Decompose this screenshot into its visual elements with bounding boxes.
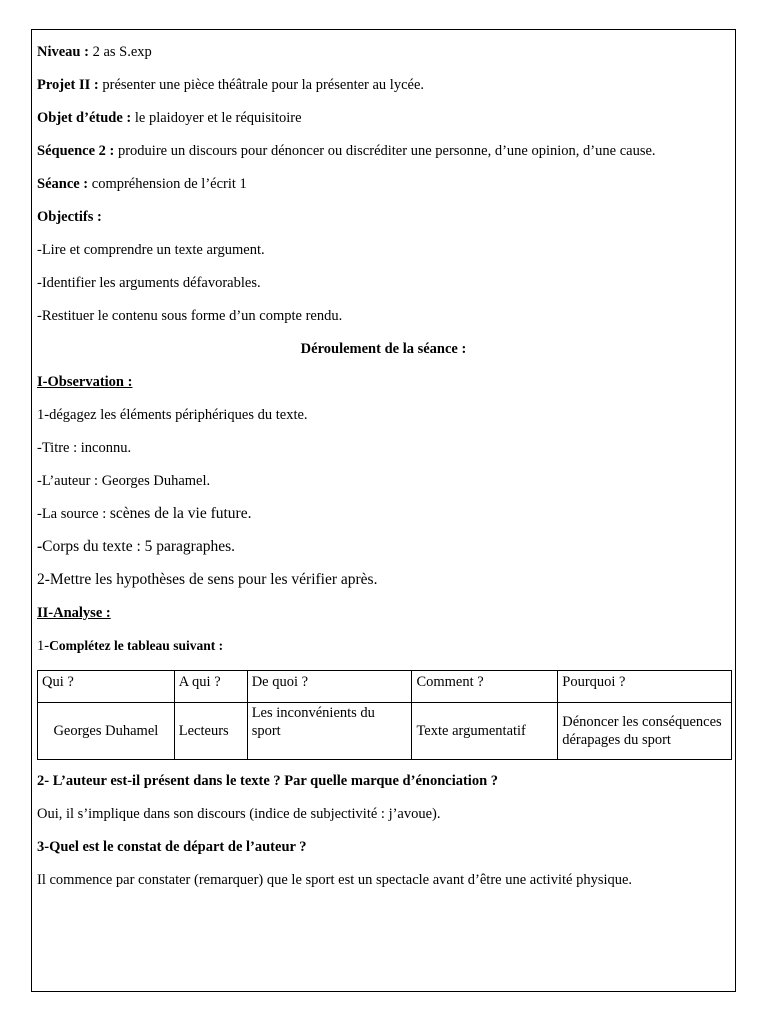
- sequence-value: produire un discours pour dénoncer ou discréditer une personne, d’une opinion, d’une cause.: [114, 143, 656, 159]
- analyse-question-1: [37, 637, 730, 655]
- objectif-item-1: -Lire et comprendre un texte argument.: [37, 242, 265, 258]
- table-header-cell: A qui ?: [174, 671, 247, 703]
- page-frame: [31, 29, 736, 992]
- table-cell: Dénoncer les conséquences dérapages du sport: [558, 703, 732, 760]
- seance-label: Séance :: [37, 176, 89, 192]
- analyse-question-2: 2- L’auteur est-il présent dans le texte ? Par quelle marque d’énonciation ?: [37, 773, 499, 789]
- document-content: [37, 43, 730, 904]
- niveau-line: [37, 43, 730, 61]
- source-label: -La source :: [37, 506, 110, 522]
- objet-line: [37, 109, 730, 127]
- objectifs-title: Objectifs :: [37, 209, 102, 225]
- sequence-line: [37, 142, 730, 160]
- table-cell: Texte argumentatif: [412, 703, 558, 760]
- table-header-cell: Pourquoi ?: [558, 671, 732, 703]
- table-cell: Georges Duhamel: [38, 703, 175, 760]
- niveau-label: Niveau :: [37, 44, 89, 60]
- analyse-answer-3: Il commence par constater (remarquer) que le sport est un spectacle avant d’être une activité physique.: [37, 872, 633, 888]
- analysis-table: [37, 670, 732, 760]
- corps-text: Corps du texte : 5 paragraphes.: [42, 538, 236, 555]
- table-cell: Les inconvénients du sport: [247, 703, 412, 760]
- objet-value: le plaidoyer et le réquisitoire: [131, 110, 302, 126]
- table-header-cell: De quoi ?: [247, 671, 412, 703]
- objectif-item-3: -Restituer le contenu sous forme d’un compte rendu.: [37, 308, 343, 324]
- analyse-q1-number: 1-: [37, 638, 50, 654]
- table-header-cell: Comment ?: [412, 671, 558, 703]
- analyse-q1-text: Complétez le tableau suivant :: [49, 638, 224, 653]
- objectif-item-2: -Identifier les arguments défavorables.: [37, 275, 261, 291]
- projet-value: présenter une pièce théâtrale pour la présenter au lycée.: [98, 77, 425, 93]
- observation-question-2: 2-Mettre les hypothèses de sens pour les vérifier après.: [37, 571, 378, 588]
- corps-line: [37, 538, 730, 556]
- analyse-question-3: 3-Quel est le constat de départ de l’auteur ?: [37, 839, 307, 855]
- projet-line: [37, 76, 730, 94]
- sequence-label: Séquence 2 :: [37, 143, 115, 159]
- projet-label: Projet II :: [37, 77, 99, 93]
- table-header-cell: Qui ?: [38, 671, 175, 703]
- deroulement-title: Déroulement de la séance :: [300, 341, 467, 357]
- table-row: [38, 703, 732, 760]
- analyse-answer-2: Oui, il s’implique dans son discours (indice de subjectivité : j’avoue).: [37, 806, 441, 822]
- analyse-title: II-Analyse :: [37, 605, 111, 621]
- titre-line: -Titre : inconnu.: [37, 440, 132, 456]
- seance-value: compréhension de l’écrit 1: [88, 176, 247, 192]
- auteur-line: -L’auteur : Georges Duhamel.: [37, 473, 211, 489]
- table-header-row: [38, 671, 732, 703]
- objet-label: Objet d’étude :: [37, 110, 132, 126]
- observation-question-1: 1-dégagez les éléments périphériques du texte.: [37, 407, 308, 423]
- source-line: [37, 505, 730, 523]
- seance-line: [37, 175, 730, 193]
- table-cell: Lecteurs: [174, 703, 247, 760]
- observation-title: I-Observation :: [37, 374, 133, 390]
- niveau-value: 2 as S.exp: [88, 44, 152, 60]
- corps-dash: -: [37, 538, 43, 555]
- source-value: scènes de la vie future.: [109, 505, 252, 522]
